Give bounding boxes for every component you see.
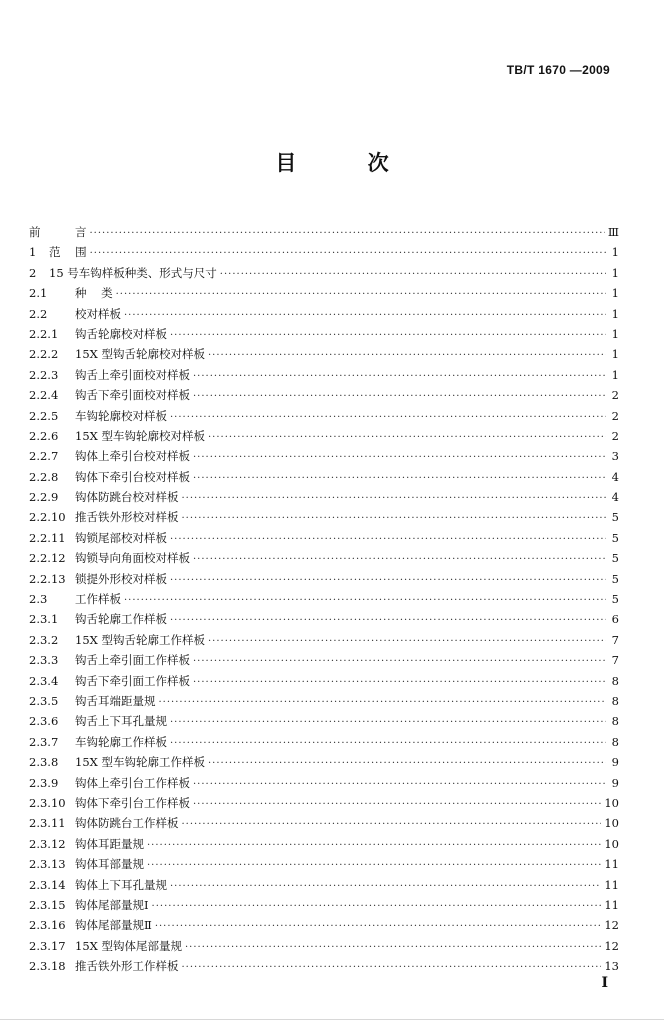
toc-entry-page: 13 (604, 959, 619, 974)
toc-entry-title: 校对样板 (75, 306, 121, 321)
toc-entry-number: 2.3.10 (29, 795, 66, 810)
toc-entry-number: 2.3.15 (29, 897, 66, 912)
toc-entry-page: 10 (604, 816, 619, 831)
toc-leader-dots (208, 346, 606, 366)
toc-entry-number: 2.3.5 (29, 693, 59, 708)
toc-entry-title: 钩体耳距量规 (75, 836, 144, 851)
toc-entry (29, 773, 619, 793)
toc-entry (29, 875, 619, 895)
toc-entry-number: 2.3.9 (29, 775, 59, 790)
toc-entry-number: 2.3.3 (29, 653, 59, 668)
toc-entry-page: 9 (611, 775, 619, 790)
toc-entry-number: 2.2.3 (29, 367, 59, 382)
page-number: I (601, 975, 608, 991)
toc-entry-page: 8 (611, 734, 619, 749)
toc-entry (29, 589, 619, 609)
toc-entry-number: 2.2.2 (29, 347, 59, 362)
toc-entry (29, 854, 619, 874)
toc-entry-title: 15X 型车钩轮廓校对样板 (75, 428, 205, 443)
toc-entry-title: 车钩轮廓校对样板 (75, 408, 167, 423)
toc-entry-number: 2.2.10 (29, 510, 66, 525)
toc-entry-number: 2.3.8 (29, 755, 59, 770)
toc-entry (29, 671, 619, 691)
toc-entry-page: Ⅲ (607, 225, 619, 239)
toc-leader-dots (170, 877, 601, 897)
toc-entry-title: 推舌铁外形工作样板 (75, 959, 179, 974)
toc-entry-title: 言 (75, 225, 87, 239)
toc-entry-page: 10 (604, 836, 619, 851)
toc-entry-page: 7 (611, 653, 619, 668)
toc-leader-dots (208, 632, 606, 652)
toc-entry (29, 793, 619, 813)
toc-entry (29, 569, 619, 589)
toc-entry-title: 钩体防跳台工作样板 (75, 816, 179, 831)
toc-leader-dots (159, 693, 607, 713)
toc-entry (29, 385, 619, 405)
table-of-contents (29, 222, 619, 976)
toc-entry-page: 7 (611, 632, 619, 647)
toc-leader-dots (193, 550, 606, 570)
toc-entry-page: 6 (611, 612, 619, 627)
toc-entry-number: 2.2.9 (29, 490, 59, 505)
toc-entry-number: 2.1 (29, 286, 48, 301)
toc-entry (29, 467, 619, 487)
toc-entry-title: 钩舌轮廓校对样板 (75, 326, 167, 341)
toc-leader-dots (182, 509, 607, 529)
toc-entry (29, 365, 619, 385)
toc-entry-page: 11 (604, 877, 619, 892)
toc-entry-title: 15 号车钩样板种类、形式与尺寸 (49, 265, 217, 280)
toc-entry-number: 2.3.6 (29, 714, 59, 729)
toc-entry-title: 种 类 (75, 286, 113, 301)
toc-entry (29, 732, 619, 752)
toc-entry-page: 5 (611, 592, 619, 607)
toc-entry-title: 15X 型车钩轮廓工作样板 (75, 755, 205, 770)
toc-leader-dots (155, 917, 602, 937)
toc-entry (29, 507, 619, 527)
toc-entry-page: 12 (604, 918, 619, 933)
toc-entry (29, 406, 619, 426)
toc-leader-dots (185, 938, 601, 958)
toc-leader-dots (193, 448, 606, 468)
toc-entry-title: 钩舌耳端距量规 (75, 693, 156, 708)
toc-entry (29, 956, 619, 976)
toc-entry (29, 344, 619, 364)
toc-entry-page: 1 (611, 265, 619, 280)
toc-entry-title: 15X 型钩舌轮廓工作样板 (75, 632, 205, 647)
toc-entry-number: 2.3.2 (29, 632, 59, 647)
toc-entry-page: 8 (611, 693, 619, 708)
toc-entry-page: 12 (604, 938, 619, 953)
toc-entry (29, 446, 619, 466)
toc-entry-page: 1 (611, 326, 619, 341)
toc-entry-number: 2.2 (29, 306, 48, 321)
toc-entry-title: 钩体尾部量规Ⅱ (75, 918, 152, 933)
toc-entry-page: 1 (611, 306, 619, 321)
toc-entry (29, 630, 619, 650)
toc-leader-dots (182, 815, 602, 835)
toc-entry-number: 2.3.4 (29, 673, 59, 688)
toc-leader-dots (170, 326, 606, 346)
toc-leader-dots (90, 224, 605, 244)
toc-entry-number: 2.3.11 (29, 816, 66, 831)
toc-entry-title: 工作样板 (75, 592, 121, 607)
toc-entry (29, 691, 619, 711)
toc-leader-dots (182, 489, 607, 509)
toc-entry (29, 936, 619, 956)
toc-entry-title: 15X 型钩体尾部量规 (75, 938, 182, 953)
toc-entry (29, 242, 619, 262)
toc-entry (29, 895, 619, 915)
toc-entry (29, 834, 619, 854)
toc-entry-number: 2.2.1 (29, 326, 59, 341)
toc-entry-title: 锁提外形校对样板 (75, 571, 167, 586)
toc-leader-dots (147, 836, 601, 856)
toc-leader-dots (208, 754, 606, 774)
toc-leader-dots (116, 285, 606, 305)
toc-leader-dots (208, 428, 606, 448)
toc-entry (29, 304, 619, 324)
toc-entry-page: 9 (611, 755, 619, 770)
toc-entry (29, 548, 619, 568)
toc-entry-page: 3 (611, 449, 619, 464)
toc-entry-page: 2 (611, 408, 619, 423)
toc-entry-title: 钩体上下耳孔量规 (75, 877, 167, 892)
toc-entry-number: 2.3.14 (29, 877, 66, 892)
toc-leader-dots (193, 795, 601, 815)
toc-entry-number: 2.3.1 (29, 612, 59, 627)
standard-code: TB/T 1670 —2009 (506, 63, 610, 77)
toc-leader-dots (170, 734, 606, 754)
toc-entry-number: 2.2.11 (29, 530, 66, 545)
toc-entry (29, 283, 619, 303)
toc-entry-page: 4 (611, 490, 619, 505)
toc-leader-dots (193, 673, 606, 693)
toc-entry-number: 2.3 (29, 592, 48, 607)
toc-leader-dots (193, 652, 606, 672)
toc-entry-number: 2.3.16 (29, 918, 66, 933)
toc-leader-dots (124, 591, 606, 611)
toc-entry-title: 钩舌轮廓工作样板 (75, 612, 167, 627)
toc-entry (29, 752, 619, 772)
toc-leader-dots (90, 244, 606, 264)
toc-entry (29, 813, 619, 833)
toc-entry (29, 609, 619, 629)
toc-entry-page: 2 (611, 428, 619, 443)
toc-entry-title: 钩体上牵引台校对样板 (75, 449, 190, 464)
toc-entry-page: 2 (611, 388, 619, 403)
toc-entry-page: 8 (611, 673, 619, 688)
toc-entry-title: 钩体耳部量规 (75, 857, 144, 872)
toc-entry-title: 钩体上牵引台工作样板 (75, 775, 190, 790)
toc-leader-dots (170, 713, 606, 733)
page-title: 目 次 (275, 150, 421, 175)
toc-entry-title: 范 围 (49, 245, 87, 260)
toc-entry-page: 11 (604, 897, 619, 912)
toc-entry-number: 2.2.7 (29, 449, 59, 464)
toc-entry (29, 528, 619, 548)
toc-entry (29, 222, 619, 242)
toc-entry-page: 4 (611, 469, 619, 484)
toc-entry-page: 11 (604, 857, 619, 872)
toc-entry (29, 650, 619, 670)
toc-entry-number: 2.2.8 (29, 469, 59, 484)
toc-entry-title: 钩舌上下耳孔量规 (75, 714, 167, 729)
toc-entry (29, 711, 619, 731)
toc-entry-number: 2.3.17 (29, 938, 66, 953)
toc-entry-title: 钩体尾部量规Ⅰ (75, 897, 149, 912)
toc-leader-dots (170, 571, 606, 591)
toc-entry-title: 钩舌上牵引面工作样板 (75, 653, 190, 668)
toc-entry-page: 1 (611, 286, 619, 301)
toc-entry-number: 2.2.4 (29, 388, 59, 403)
toc-leader-dots (193, 775, 606, 795)
toc-entry-title: 钩锁尾部校对样板 (75, 530, 167, 545)
toc-leader-dots (152, 897, 602, 917)
toc-entry (29, 426, 619, 446)
toc-entry-number: 2.3.7 (29, 734, 59, 749)
toc-entry (29, 263, 619, 283)
toc-leader-dots (193, 367, 606, 387)
toc-entry-number: 2.3.18 (29, 959, 66, 974)
toc-entry-page: 5 (611, 530, 619, 545)
toc-entry-title: 钩体防跳台校对样板 (75, 490, 179, 505)
toc-entry-title: 车钩轮廓工作样板 (75, 734, 167, 749)
toc-leader-dots (170, 408, 606, 428)
toc-leader-dots (147, 856, 601, 876)
bottom-divider (0, 1019, 664, 1020)
toc-leader-dots (170, 530, 606, 550)
toc-entry (29, 487, 619, 507)
toc-entry-title: 15X 型钩舌轮廓校对样板 (75, 347, 205, 362)
toc-entry-number: 2.2.12 (29, 551, 66, 566)
toc-entry (29, 915, 619, 935)
toc-entry-number: 前 (29, 225, 41, 239)
toc-entry-title: 钩体下牵引台工作样板 (75, 795, 190, 810)
toc-entry-page: 1 (611, 367, 619, 382)
toc-entry-title: 推舌铁外形校对样板 (75, 510, 179, 525)
toc-leader-dots (124, 306, 606, 326)
toc-entry (29, 324, 619, 344)
toc-entry-page: 8 (611, 714, 619, 729)
toc-entry-title: 钩舌下牵引面工作样板 (75, 673, 190, 688)
toc-entry-title: 钩锁导向角面校对样板 (75, 551, 190, 566)
toc-leader-dots (182, 958, 602, 978)
toc-entry-page: 5 (611, 551, 619, 566)
toc-entry-title: 钩舌下牵引面校对样板 (75, 388, 190, 403)
toc-entry-number: 2 (29, 265, 37, 280)
toc-entry-number: 1 (29, 245, 37, 260)
toc-entry-title: 钩体下牵引台校对样板 (75, 469, 190, 484)
toc-entry-number: 2.3.12 (29, 836, 66, 851)
toc-leader-dots (193, 387, 606, 407)
toc-leader-dots (193, 469, 606, 489)
toc-entry-number: 2.2.5 (29, 408, 59, 423)
toc-leader-dots (170, 611, 606, 631)
toc-leader-dots (220, 265, 606, 285)
toc-entry-page: 5 (611, 510, 619, 525)
toc-entry-page: 1 (611, 245, 619, 260)
toc-entry-number: 2.3.13 (29, 857, 66, 872)
toc-entry-number: 2.2.6 (29, 428, 59, 443)
toc-entry-number: 2.2.13 (29, 571, 66, 586)
toc-entry-page: 5 (611, 571, 619, 586)
toc-entry-page: 10 (604, 795, 619, 810)
toc-entry-title: 钩舌上牵引面校对样板 (75, 367, 190, 382)
toc-entry-page: 1 (611, 347, 619, 362)
